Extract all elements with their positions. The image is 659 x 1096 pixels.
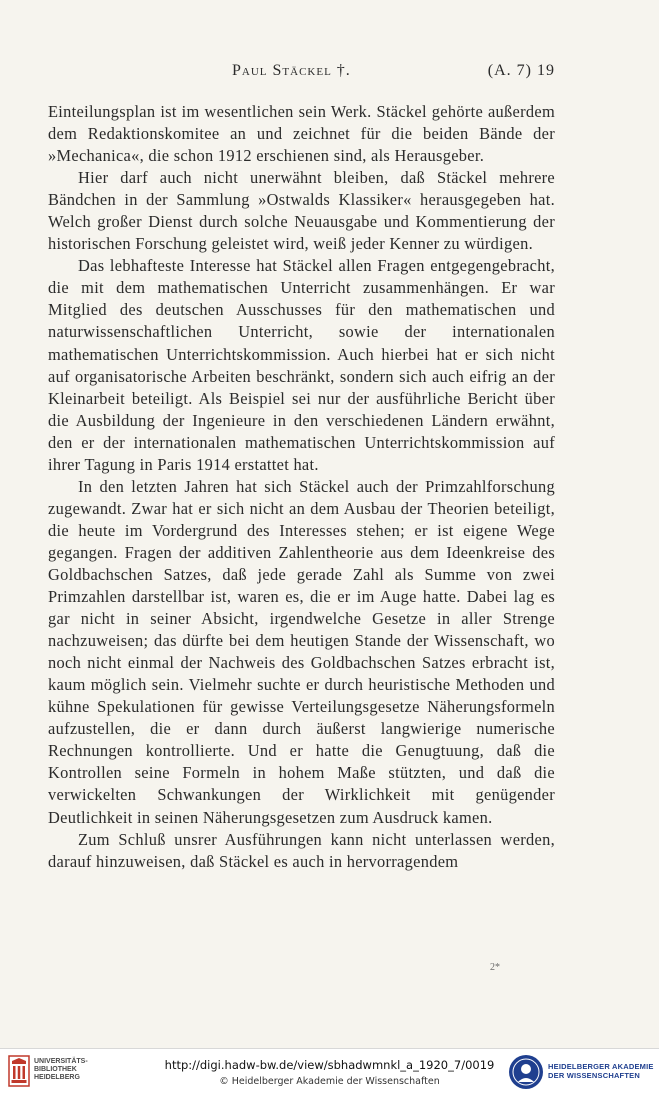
running-head-author: Paul Stäckel †. (232, 62, 351, 79)
viewer-footer (0, 1048, 659, 1096)
paragraph: Das lebhafteste Interesse hat Stäckel allen Fragen entgegengebracht, die mit dem mathematischen Unterricht zusammenhängen. Er war Mitglied des deutschen Ausschusses für den mathematischen und naturwissenschaftlichen Unterricht, sowie der internationalen mathematischen Unterrichtskommission. Auch hierbei hat er sich nicht auf organisatorische Arbeiten beschränkt, sondern sich auch eifrig an der Kleinarbeit beteiligt. Als Beispiel sei nur der ausführliche Bericht über die Ausbildung der Ingenieure in den verschiedenen Ländern erwähnt, den er der internationalen mathematischen Unterrichtskommission auf ihrer Tagung in Paris 1914 erstattet hat. (48, 256, 555, 474)
paragraph: Hier darf auch nicht unerwähnt bleiben, daß Stäckel mehrere Bändchen in der Sammlung »Ostwalds Klassiker« herausgegeben hat. Welch großer Dienst durch solche Neuausgabe und Kommentierung der historischen Forschung geleistet wird, weiß jeder Kenner zu würdigen. (48, 168, 555, 254)
paragraph: Zum Schluß unsrer Ausführungen kann nicht unterlassen werden, darauf hinzuweisen, daß Stäckel es auch in hervorragendem (48, 829, 555, 871)
running-head-page-reference: (A. 7) 19 (487, 62, 555, 79)
university-library-name: UNIVERSITÄTS- BIBLIOTHEK HEIDELBERG (34, 1058, 88, 1081)
running-head (48, 62, 555, 84)
body-text (48, 101, 555, 873)
academy-name: HEIDELBERGER AKADEMIE DER WISSENSCHAFTEN (548, 1062, 654, 1080)
signature-mark: 2* (490, 962, 500, 973)
permalink-url[interactable]: http://digi.hadw-bw.de/view/sbhadwmnkl_a_1920_7/0019 (164, 1058, 495, 1072)
copyright-notice: © Heidelberger Akademie der Wissenschaften (219, 1076, 440, 1087)
paragraph: In den letzten Jahren hat sich Stäckel auch der Primzahlforschung zugewandt. Zwar hat er sich nicht an dem Ausbau der Theorien beteiligt, die heute im Vordergrund des Interesses stehen; er ist eigene Wege gegangen. Fragen der additiven Zahlentheorie aus dem Ideenkreise des Goldbachschen Satzes, daß jede gerade Zahl als Summe von zwei Primzahlen darstellbar ist, waren es, die er im Auge hatte. Dabei lag es gar nicht in seiner Absicht, irgendwelche Gesetze in aller Strenge nachzuweisen; das dürfte bei dem heutigen Stande der Wissenschaft, wo noch nicht einmal der Nachweis des Goldbachschen Satzes erbracht ist, kaum möglich sein. Vielmehr suchte er durch heuristische Methoden und kühne Spekulationen für gewisse Verteilungsgesetze Näherungsformeln aufzustellen, die er dann durch äußerst langwierige numerische Rechnungen kontrollierte. Und er hatte die Genugtuung, daß die Kontrollen seine Formeln in hohem Maße stützten, und daß die verwickelten Schwankungen der Wirklichkeit mit genügender Deutlichkeit in seinen Näherungsgesetzen zum Ausdruck kamen. (48, 476, 555, 827)
paragraph: Einteilungsplan ist im wesentlichen sein Werk. Stäckel gehörte außerdem dem Redaktionskomitee an und zeichnet für die beiden Bände der »Mechanica«, die schon 1912 erschienen sind, als Herausgeber. (48, 102, 555, 166)
academy-seal-icon (508, 1054, 544, 1090)
